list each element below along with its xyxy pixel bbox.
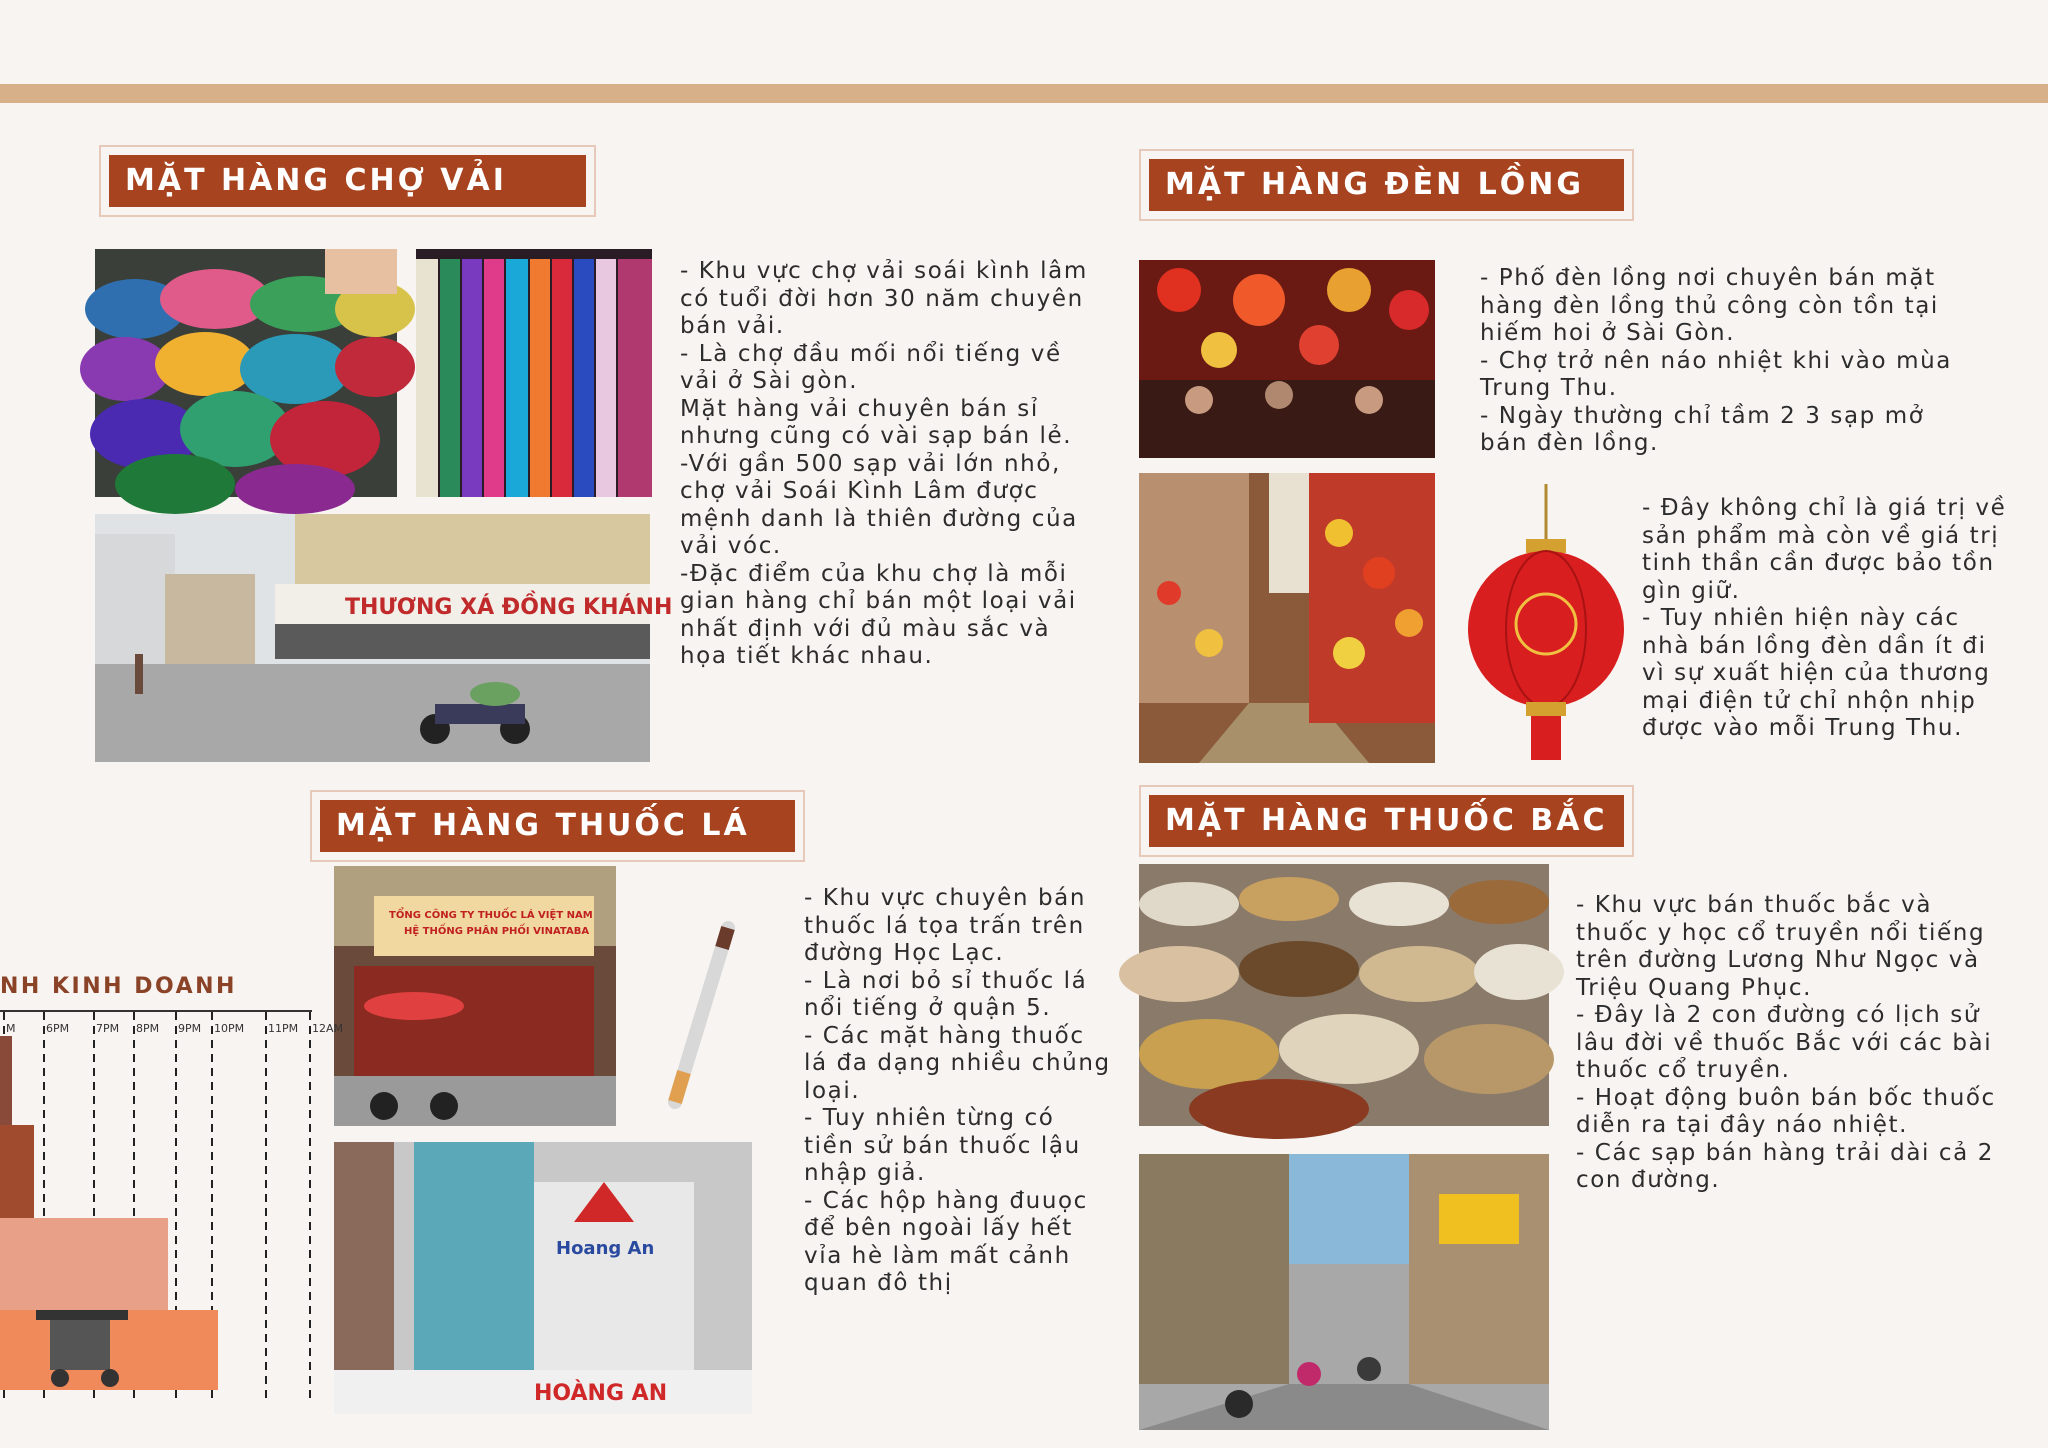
herbal-line: diễn ra tại đây náo nhiệt. — [1576, 1112, 1908, 1138]
herbal-line: trên đường Lương Như Ngọc và — [1576, 947, 1980, 973]
lantern-line: - Tuy nhiên hiện này các — [1642, 605, 1960, 631]
chart-tick-label: 11PM — [268, 1022, 299, 1035]
fabric-description — [680, 258, 1088, 671]
herbal-photo-sacks — [1139, 864, 1549, 1126]
tobacco-building-sign: Hoang An — [556, 1238, 655, 1259]
tobacco-line: đường Học Lạc. — [804, 940, 1005, 966]
chart-tick-label: 10PM — [214, 1022, 245, 1035]
tobacco-line: - Khu vực chuyên bán — [804, 885, 1087, 911]
tobacco-bottom-sign: HOÀNG AN — [534, 1381, 668, 1406]
lantern-line: nhà bán lồng đèn dần ít đi — [1642, 632, 1987, 659]
tobacco-description — [804, 885, 1111, 1298]
herbal-line: lâu đời về thuốc Bắc với các bài — [1576, 1029, 1993, 1056]
tobacco-line: quan đô thị — [804, 1270, 953, 1296]
tobacco-line: - Các hộp hàng đuuọc — [804, 1187, 1088, 1214]
chart-tick-label: M — [6, 1022, 16, 1035]
herbal-line: - Các sạp bán hàng trải dài cả 2 — [1576, 1139, 1994, 1166]
tobacco-line: nhập giả. — [804, 1160, 926, 1186]
herbal-line: - Đây là 2 con đường có lịch sử — [1576, 1002, 1981, 1028]
chart-tick-label: 12AM — [312, 1022, 344, 1035]
tobacco-line: tiền sử bán thuốc lậu — [804, 1132, 1081, 1159]
fabric-line: vải ở Sài gòn. — [680, 368, 859, 394]
fabric-line: - Là chợ đầu mối nổi tiếng về — [680, 340, 1062, 367]
lantern-photo-crowd — [1139, 260, 1435, 458]
fabric-line: -Với gần 500 sạp vải lớn nhỏ, — [680, 450, 1061, 477]
tobacco-line: - Là nơi bỏ sỉ thuốc lá — [804, 967, 1088, 994]
lantern-line: Trung Thu. — [1480, 375, 1618, 401]
section-title-fabric — [99, 145, 596, 217]
market-sign-text: THƯƠNG XÁ ĐỒNG KHÁNH — [345, 595, 673, 620]
herbal-line: con đường. — [1576, 1167, 1721, 1193]
lantern-line: - Ngày thường chỉ tầm 2 3 sạp mở — [1480, 402, 1925, 429]
herbal-line: - Hoạt động buôn bán bốc thuốc — [1576, 1084, 1996, 1111]
tobacco-sign-line-2: HỆ THỐNG PHÂN PHỐI VINATABA — [404, 926, 590, 937]
herbal-line: thuốc cổ truyền. — [1576, 1057, 1791, 1083]
fabric-photo-hanging — [416, 249, 652, 497]
fabric-line: vải vóc. — [680, 533, 782, 559]
fabric-line: nhưng cũng có vài sạp bán lẻ. — [680, 423, 1073, 449]
lantern-line: hàng đèn lồng thủ công còn tồn tại — [1480, 292, 1939, 319]
header-band — [0, 84, 2048, 103]
fabric-line: bán vải. — [680, 313, 785, 339]
herbal-line: Triệu Quang Phục. — [1576, 974, 1812, 1001]
section-title-tobacco-label: MẶT HÀNG THUỐC LÁ — [320, 800, 795, 852]
section-title-fabric-label: MẶT HÀNG CHỢ VẢI — [109, 155, 586, 207]
tobacco-line: thuốc lá tọa trấn trên — [804, 912, 1085, 939]
tobacco-photo-building — [334, 1142, 752, 1414]
chart-fragment — [0, 960, 344, 1410]
lantern-photo-street — [1139, 473, 1435, 763]
fabric-photo-rolls — [95, 249, 397, 497]
lantern-line: mại điện tử chỉ nhộn nhịp — [1642, 687, 1977, 714]
lantern-line: vì sự xuất hiện của thương — [1642, 660, 1991, 686]
lantern-line: gìn giữ. — [1642, 577, 1741, 604]
fabric-line: chợ vải Soái Kình Lâm được — [680, 478, 1039, 504]
fabric-photo-market-building — [95, 514, 673, 762]
cigarette-illustration — [660, 920, 740, 1110]
lantern-description-top — [1480, 265, 1952, 458]
fabric-line: - Khu vực chợ vải soái kình lâm — [680, 258, 1088, 284]
tobacco-line: nổi tiếng ở quận 5. — [804, 995, 1052, 1021]
tobacco-line: - Các mặt hàng thuốc — [804, 1022, 1085, 1049]
herbal-photo-street — [1139, 1154, 1549, 1430]
fabric-line: nhất định với đủ màu sắc và — [680, 615, 1051, 642]
fabric-line: -Đặc điểm của khu chợ là mỗi — [680, 560, 1068, 587]
lantern-line: - Đây không chỉ là giá trị về — [1642, 495, 2007, 521]
fabric-line: gian hàng chỉ bán một loại vải — [680, 588, 1077, 614]
section-title-tobacco — [310, 790, 805, 862]
lantern-line: sản phẩm mà còn về giá trị — [1642, 522, 2000, 549]
lantern-line: hiếm hoi ở Sài Gòn. — [1480, 320, 1736, 346]
tobacco-line: để bên ngoài lấy hết — [804, 1215, 1073, 1241]
herbal-line: - Khu vực bán thuốc bắc và — [1576, 892, 1933, 918]
tobacco-line: lá đa dạng nhiều chủng — [804, 1050, 1111, 1076]
tobacco-photo-storefront — [334, 866, 616, 1126]
chart-fragment-title: NH KINH DOANH — [0, 974, 237, 999]
tobacco-sign-line-1: TỔNG CÔNG TY THUỐC LÁ VIỆT NAM — [389, 910, 593, 921]
chart-tick-label: 9PM — [178, 1022, 202, 1035]
lantern-description-bottom — [1642, 495, 2006, 743]
fabric-line: mệnh danh là thiên đường của — [680, 505, 1078, 532]
fabric-line: Mặt hàng vải chuyên bán sỉ — [680, 395, 1039, 422]
herbal-line: thuốc y học cổ truyền nổi tiếng — [1576, 919, 1986, 946]
section-title-herbal — [1139, 785, 1634, 857]
section-title-lantern-label: MẶT HÀNG ĐÈN LỒNG — [1149, 159, 1624, 211]
lantern-line: - Phố đèn lồng nơi chuyên bán mặt — [1480, 265, 1936, 291]
section-title-lantern — [1139, 149, 1634, 221]
tobacco-line: - Tuy nhiên từng có — [804, 1105, 1055, 1131]
lantern-illustration — [1466, 484, 1626, 760]
chart-tick-label: 7PM — [96, 1022, 120, 1035]
lantern-line: bán đèn lồng. — [1480, 430, 1659, 456]
chart-tick-label: 8PM — [136, 1022, 160, 1035]
tobacco-line: vỉa hè làm mất cảnh — [804, 1242, 1071, 1269]
fabric-line: họa tiết khác nhau. — [680, 643, 934, 669]
section-title-herbal-label: MẶT HÀNG THUỐC BẮC — [1149, 795, 1624, 847]
lantern-line: được vào mỗi Trung Thu. — [1642, 715, 1963, 741]
tobacco-line: loại. — [804, 1077, 861, 1104]
lantern-line: - Chợ trở nên náo nhiệt khi vào mùa — [1480, 347, 1952, 374]
chart-tick-label: 6PM — [46, 1022, 70, 1035]
fabric-line: có tuổi đời hơn 30 năm chuyên — [680, 285, 1084, 312]
herbal-description — [1576, 892, 1996, 1195]
lantern-line: tinh thần cần được bảo tồn — [1642, 550, 1995, 576]
